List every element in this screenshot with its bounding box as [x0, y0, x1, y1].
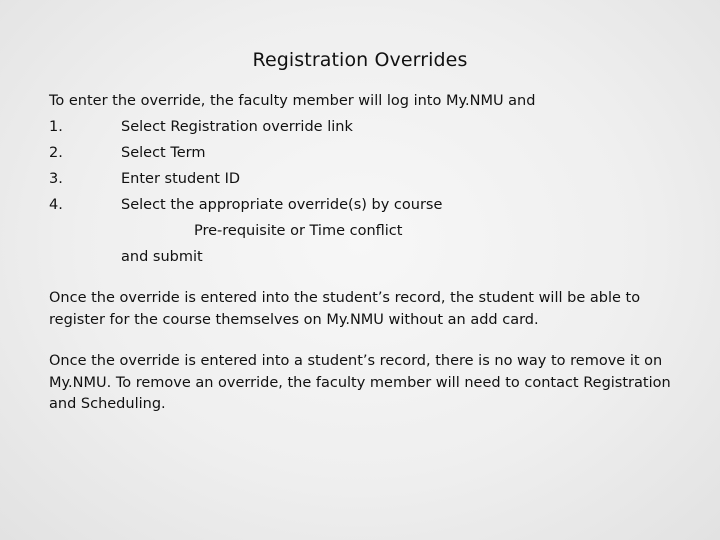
intro-text: To enter the override, the faculty member will log into My.NMU and — [49, 93, 536, 109]
sub-submit-text: and submit — [121, 249, 203, 265]
step-item — [49, 166, 679, 192]
step-number: 1. — [49, 119, 63, 135]
step-item — [49, 140, 679, 166]
step-number: 4. — [49, 197, 63, 213]
sub-option-text: Pre-requisite or Time conflict — [194, 223, 403, 239]
paragraph-enrollment: Once the override is entered into the student’s record, the student will be able to register for the course themselves on My.NMU without an add card. — [49, 290, 641, 328]
step-text: Select Term — [121, 145, 206, 161]
step-text: Select the appropriate override(s) by course — [121, 197, 443, 213]
sub-submit-line — [49, 244, 679, 270]
step-item — [49, 114, 679, 140]
sub-option-line — [49, 218, 679, 244]
step-item — [49, 192, 679, 218]
step-number: 3. — [49, 171, 63, 187]
slide-body — [49, 88, 679, 416]
intro-line — [49, 88, 679, 114]
step-number: 2. — [49, 145, 63, 161]
step-text: Enter student ID — [121, 171, 241, 187]
step-text: Select Registration override link — [121, 119, 353, 135]
slide-title: Registration Overrides — [252, 49, 468, 71]
paragraph-removal: Once the override is entered into a student’s record, there is no way to remove it on My.NMU. To remove an override, the faculty member will need to contact Registration and Scheduling. — [49, 353, 671, 412]
